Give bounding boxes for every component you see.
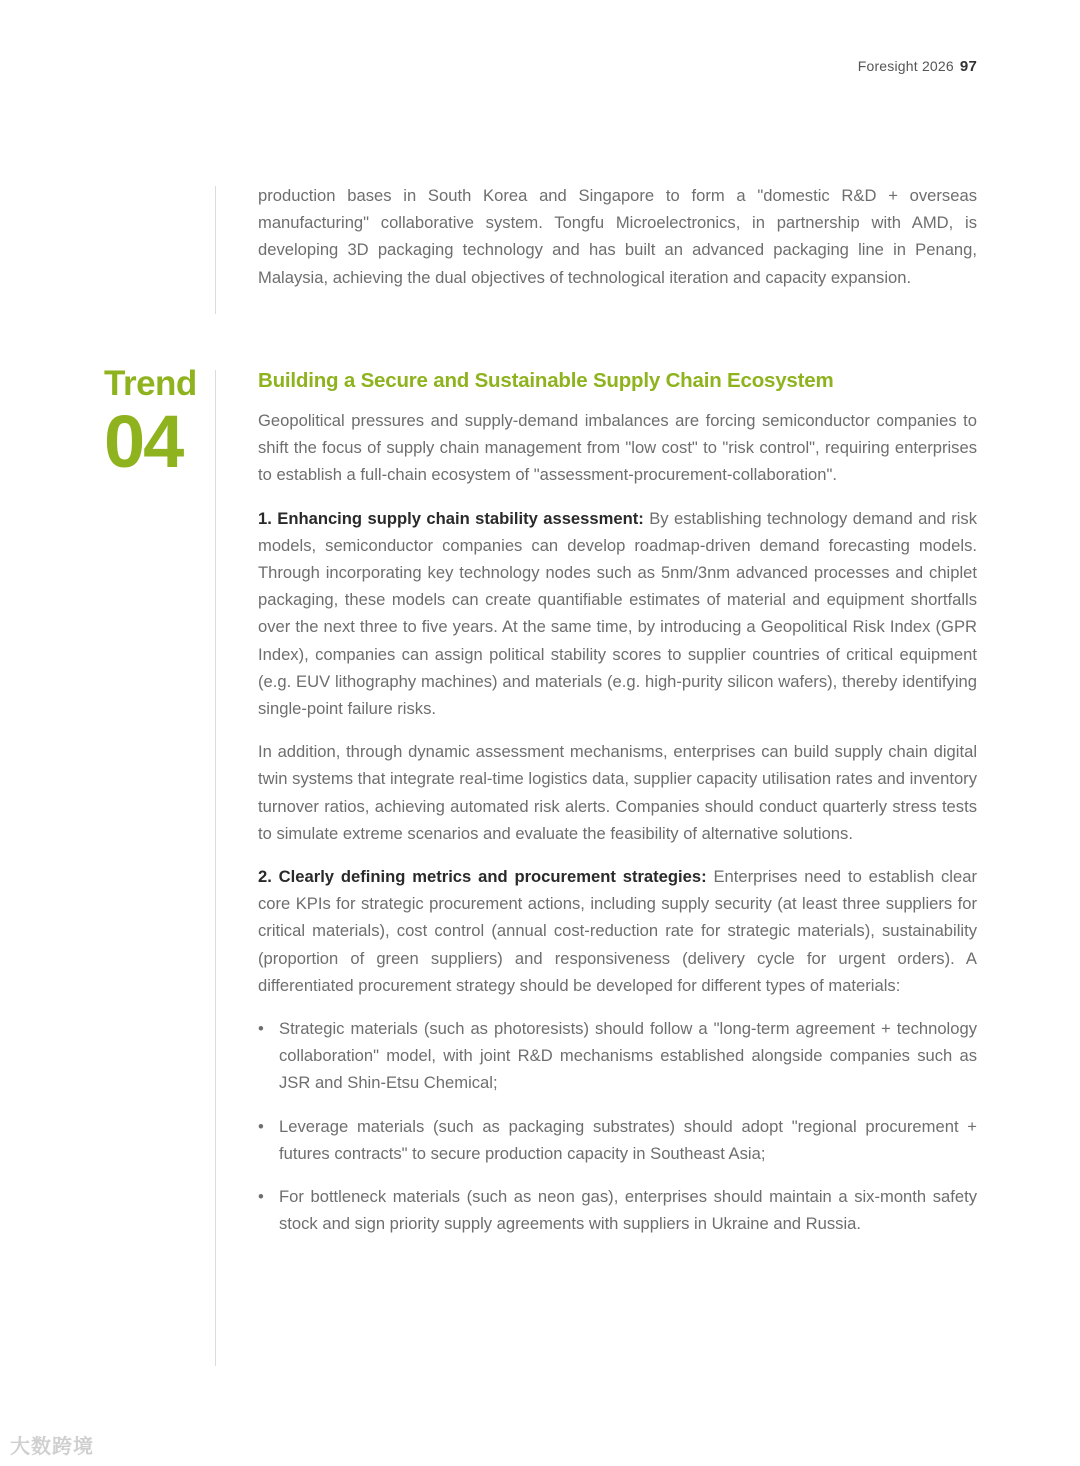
page-header [858,58,977,75]
material-strategy-list [258,1015,977,1237]
trend-word: Trend [104,364,197,403]
list-item [258,1015,977,1097]
bullet-icon: • [258,1019,264,1039]
section-title: Building a Secure and Sustainable Supply Chain Ecosystem [258,369,834,392]
publication-title: Foresight 2026 [857,58,954,74]
trend-label [104,364,197,483]
lead-paragraph: Geopolitical pressures and supply-demand imbalances are forcing semiconductor companies to shift the focus of supply chain management from "low cost" to "risk control", requiring enterprises to establish a full-chain ecosystem of "assessment-procurement-collaboration". [258,411,977,485]
list-item-text: Leverage materials (such as packaging substrates) should adopt "regional procurement + futures contracts" to secure production capacity in Southeast Asia; [279,1116,977,1163]
trend-number: 04 [104,400,183,483]
divider-line-main [215,370,216,1366]
point1-followup-paragraph: In addition, through dynamic assessment mechanisms, enterprises can build supply chain digital twin systems that integrate real-time logistics data, supplier capacity utilisation rates and inventory turnover ratios, achieving automated risk alerts. Companies should conduct quarterly stress tests to simulate extreme scenarios and evaluate the feasibility of alternative solutions. [258,742,977,843]
point1-heading: 1. Enhancing supply chain stability assessment: [258,508,644,528]
list-item [258,1183,977,1237]
bullet-icon: • [258,1187,264,1207]
point2-paragraph [258,863,977,999]
point2-heading: 2. Clearly defining metrics and procurement strategies: [258,867,707,887]
bullet-icon: • [258,1116,264,1136]
point1-text: By establishing technology demand and risk models, semiconductor companies can develop roadmap-driven demand forecasting models. Through incorporating key technology nodes such as 5nm/3nm advanced processes and chiplet packaging, these models can create quantifiable estimates of material and equipment shortfalls over the next three to five years. At the same time, by introducing a Geopolitical Risk Index (GPR Index), companies can assign political stability scores to supplier countries of critical equipment (e.g. EUV lithography machines) and materials (e.g. high-purity silicon wafers), thereby identifying single-point failure risks. [258,508,977,719]
point2-text: Enterprises need to establish clear core KPIs for strategic procurement actions, including supply security (at least three suppliers for critical materials), cost control (annual cost-reduction rate for strategic materials), sustainability (proportion of green suppliers) and responsiveness (delivery cycle for urgent orders). A differentiated procurement strategy should be developed for different types of materials: [258,867,977,995]
intro-paragraph: production bases in South Korea and Singapore to form a "domestic R&D + overseas manufacturing" collaborative system. Tongfu Microelectronics, in partnership with AMD, is developing 3D packaging technology and has built an advanced packaging line in Penang, Malaysia, achieving the dual objectives of technological iteration and capacity expansion. [258,186,977,287]
intro-paragraph-block [258,182,977,291]
list-item-text: For bottleneck materials (such as neon gas), enterprises should maintain a six-month safety stock and sign priority supply agreements with suppliers in Ukraine and Russia. [279,1187,977,1234]
point1-paragraph [258,505,977,723]
list-item-text: Strategic materials (such as photoresists) should follow a "long-term agreement + technology collaboration" model, with joint R&D mechanisms established alongside companies such as JSR and Shin-Etsu Chemical; [279,1019,977,1093]
section-body [258,407,977,1253]
list-item [258,1113,977,1167]
page-number: 97 [959,58,977,75]
watermark: 大数跨境 [10,1436,94,1458]
divider-line-top [215,186,216,314]
